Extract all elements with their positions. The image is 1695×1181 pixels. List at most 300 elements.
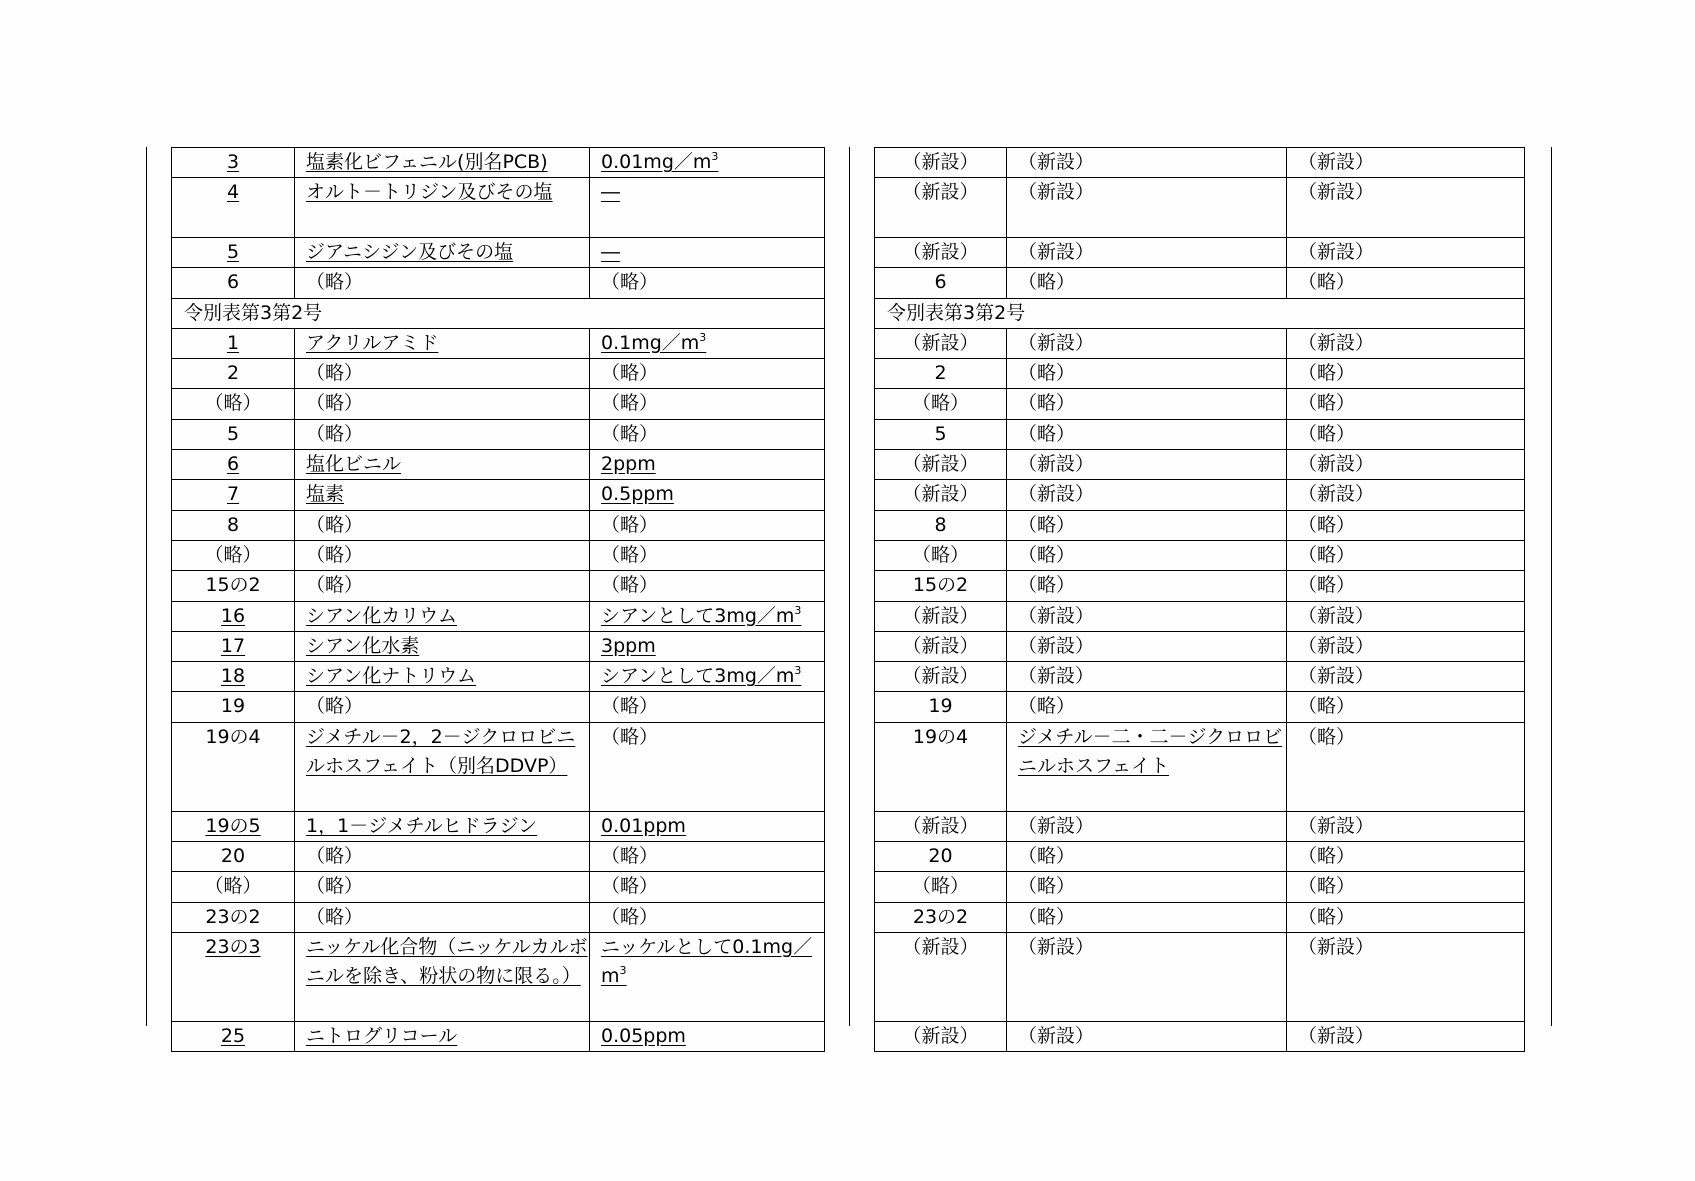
substance-name: ニトログリコール: [306, 1024, 458, 1047]
table-row: [875, 419, 1525, 449]
concentration-value: （新設）: [1298, 665, 1375, 688]
substance-name: シアン化水素: [306, 634, 420, 657]
substance-name: （略）: [1018, 362, 1076, 385]
substance-name-cell: [1007, 842, 1287, 872]
item-number-cell: [875, 811, 1007, 841]
control-concentration: [601, 271, 658, 293]
control-concentration-cell: [1287, 811, 1525, 841]
control-concentration: [1298, 726, 1355, 748]
control-concentration: [1298, 392, 1355, 414]
concentration-value: （新設）: [1298, 240, 1375, 263]
table-row: [172, 510, 825, 540]
item-number-cell: [172, 510, 295, 540]
table-row: [875, 328, 1525, 358]
control-concentration-cell: [1287, 450, 1525, 480]
item-number: 23の2: [205, 905, 261, 928]
item-number-cell: [172, 932, 295, 1021]
control-concentration: [601, 845, 658, 867]
table-row: [875, 1021, 1525, 1051]
control-concentration-cell: [590, 692, 825, 722]
item-number: 15の2: [205, 574, 261, 597]
control-concentration-cell: [1287, 389, 1525, 419]
substance-name: （略）: [1018, 875, 1076, 898]
control-concentration: [1298, 1025, 1374, 1047]
concentration-value: （新設）: [1298, 1024, 1375, 1047]
item-number-cell: [172, 601, 295, 631]
substance-name-cell: [295, 601, 590, 631]
item-number: （新設）: [902, 331, 979, 354]
concentration-value: （略）: [601, 271, 659, 294]
table-row: [172, 631, 825, 661]
table-row: [875, 178, 1525, 238]
substance-name-cell: [1007, 872, 1287, 902]
current-table: [874, 147, 1525, 1052]
table-row: [172, 902, 825, 932]
control-concentration-cell: [1287, 178, 1525, 238]
concentration-value: （新設）: [1298, 935, 1375, 958]
substance-name-cell: [295, 842, 590, 872]
substance-name: 塩素化ビフェニル(別名PCB): [306, 151, 548, 173]
table-row: [172, 722, 825, 811]
concentration-value: （略）: [601, 875, 659, 898]
control-concentration-cell: [590, 268, 825, 298]
table-row: [875, 932, 1525, 1021]
item-number: （新設）: [902, 935, 979, 958]
table-row: [172, 419, 825, 449]
substance-name-cell: [1007, 601, 1287, 631]
table-row: [875, 450, 1525, 480]
table-row: [172, 692, 825, 722]
item-number-cell: [172, 237, 295, 267]
substance-name: （略）: [306, 574, 364, 597]
control-concentration-cell: [590, 148, 825, 178]
concentration-value: （新設）: [1298, 634, 1375, 657]
control-concentration: [1298, 514, 1355, 536]
table-row: [875, 631, 1525, 661]
substance-name: （新設）: [1018, 665, 1095, 688]
control-concentration-cell: [1287, 902, 1525, 932]
item-number: 7: [226, 483, 240, 506]
substance-name: （新設）: [1018, 604, 1095, 627]
concentration-value: （新設）: [1298, 814, 1375, 837]
substance-name: （新設）: [1018, 453, 1095, 476]
control-concentration-cell: [1287, 1021, 1525, 1051]
substance-name-cell: [295, 722, 590, 811]
concentration-value: 0.01ppm: [601, 814, 686, 837]
table-row: [875, 237, 1525, 267]
control-concentration: [1298, 605, 1374, 627]
section-label: 令別表第3第2号: [172, 298, 825, 328]
substance-name: （略）: [306, 422, 364, 445]
control-concentration-cell: [590, 328, 825, 358]
control-concentration: [601, 362, 658, 384]
substance-name-cell: [1007, 148, 1287, 178]
substance-name-cell: [295, 268, 590, 298]
concentration-value: （新設）: [1298, 181, 1375, 204]
control-concentration: [1298, 574, 1355, 596]
unit-superscript: 3: [794, 664, 802, 678]
control-concentration-cell: [590, 1021, 825, 1051]
substance-name: （略）: [1018, 574, 1076, 597]
item-number-cell: [875, 571, 1007, 601]
table-row: [172, 268, 825, 298]
control-concentration: [1298, 181, 1374, 203]
item-number-cell: [875, 450, 1007, 480]
substance-name-cell: [1007, 571, 1287, 601]
control-concentration-cell: [1287, 872, 1525, 902]
item-number: （新設）: [902, 181, 979, 204]
item-number-cell: [172, 359, 295, 389]
substance-name: シアン化カリウム: [306, 604, 458, 627]
substance-name: （略）: [306, 875, 364, 898]
item-number-cell: [875, 510, 1007, 540]
table-row: [875, 268, 1525, 298]
control-concentration-cell: [590, 932, 825, 1021]
table-row: [875, 148, 1525, 178]
substance-name-cell: [295, 631, 590, 661]
item-number: 4: [226, 181, 240, 204]
item-number: 15の2: [912, 574, 969, 597]
concentration-value: 0.01mg／m: [601, 151, 712, 173]
item-number-cell: [172, 178, 295, 238]
item-number: 5: [934, 422, 947, 445]
concentration-value: （略）: [1298, 845, 1356, 868]
control-concentration-cell: [590, 237, 825, 267]
item-number: 19: [220, 695, 246, 718]
item-number-cell: [172, 450, 295, 480]
section-header-row: [172, 298, 825, 328]
item-number-cell: [172, 328, 295, 358]
item-number-cell: [875, 872, 1007, 902]
item-number: 19の5: [205, 814, 261, 837]
concentration-value: （略）: [1298, 905, 1356, 928]
concentration-value: （略）: [601, 543, 659, 566]
item-number: （新設）: [902, 814, 979, 837]
substance-name-cell: [1007, 932, 1287, 1021]
control-concentration: [601, 151, 718, 173]
control-concentration: [601, 392, 658, 414]
control-concentration-cell: [1287, 328, 1525, 358]
substance-name-cell: [295, 662, 590, 692]
control-concentration-cell: [590, 811, 825, 841]
control-concentration-cell: [590, 662, 825, 692]
substance-name-cell: [1007, 1021, 1287, 1051]
concentration-value: （略）: [601, 392, 659, 415]
substance-name: （新設）: [1018, 151, 1095, 173]
control-concentration: [1298, 362, 1355, 384]
control-concentration-cell: [1287, 571, 1525, 601]
item-number-cell: [875, 178, 1007, 238]
control-concentration: [1298, 423, 1355, 445]
substance-name-cell: [1007, 662, 1287, 692]
item-number-cell: [172, 268, 295, 298]
item-number: （新設）: [902, 453, 979, 476]
item-number-cell: [875, 419, 1007, 449]
concentration-value: （新設）: [1298, 331, 1375, 354]
concentration-value: （略）: [1298, 513, 1356, 536]
item-number: 6: [934, 271, 947, 294]
control-concentration-cell: [1287, 510, 1525, 540]
control-concentration: [601, 544, 658, 566]
concentration-value: ニッケルとして0.1mg／m: [601, 935, 813, 988]
item-number: （略）: [911, 392, 969, 415]
table-row: [875, 510, 1525, 540]
concentration-value: （略）: [601, 422, 659, 445]
substance-name-cell: [1007, 268, 1287, 298]
table-row: [875, 480, 1525, 510]
substance-name-cell: [1007, 692, 1287, 722]
item-number-cell: [875, 148, 1007, 178]
concentration-value: （略）: [601, 574, 659, 597]
concentration-value: （略）: [1298, 725, 1356, 748]
control-concentration-cell: [590, 540, 825, 570]
control-concentration-cell: [590, 601, 825, 631]
table-row: [172, 148, 825, 178]
control-concentration-cell: [590, 902, 825, 932]
control-concentration: [601, 695, 658, 717]
table-row: [875, 389, 1525, 419]
control-concentration: [601, 815, 686, 837]
substance-name: （略）: [306, 392, 364, 415]
table-row: [875, 571, 1525, 601]
table-row: [172, 872, 825, 902]
item-number: （新設）: [902, 483, 979, 506]
substance-name: ジメチル－2，2－ジクロロビニルホスフェイト（別名DDVP）: [306, 725, 576, 778]
substance-name-cell: [295, 692, 590, 722]
item-number-cell: [172, 722, 295, 811]
control-concentration: [601, 605, 801, 627]
control-concentration-cell: [1287, 359, 1525, 389]
item-number: 19: [928, 695, 953, 718]
concentration-value: （略）: [1298, 422, 1356, 445]
control-concentration: [601, 936, 812, 987]
section-label: 令別表第3第2号: [875, 298, 1525, 328]
substance-name: （新設）: [1018, 331, 1095, 354]
item-number: （新設）: [902, 634, 979, 657]
table-row: [172, 662, 825, 692]
control-concentration-cell: [590, 722, 825, 811]
item-number-cell: [875, 480, 1007, 510]
control-concentration-cell: [1287, 419, 1525, 449]
substance-name-cell: [295, 237, 590, 267]
concentration-value: 2ppm: [601, 453, 656, 476]
item-number: 2: [934, 362, 947, 385]
substance-name: ジアニシジン及びその塩: [306, 240, 514, 263]
concentration-value: （略）: [1298, 574, 1356, 597]
item-number: （新設）: [902, 240, 979, 263]
control-concentration: [1298, 695, 1355, 717]
control-concentration: [601, 181, 620, 203]
item-number-cell: [875, 237, 1007, 267]
item-number: 17: [220, 634, 246, 657]
control-concentration-cell: [1287, 662, 1525, 692]
substance-name-cell: [1007, 237, 1287, 267]
item-number: （略）: [204, 875, 262, 898]
concentration-value: （略）: [601, 513, 659, 536]
item-number: 23の2: [912, 905, 969, 928]
control-concentration-cell: [1287, 842, 1525, 872]
control-concentration-cell: [590, 631, 825, 661]
substance-name-cell: [295, 902, 590, 932]
substance-name-cell: [295, 1021, 590, 1051]
table-row: [172, 480, 825, 510]
control-concentration-cell: [1287, 480, 1525, 510]
substance-name-cell: [1007, 510, 1287, 540]
table-row: [875, 811, 1525, 841]
concentration-value: （新設）: [1298, 151, 1375, 173]
control-concentration: [1298, 332, 1374, 354]
substance-name: （略）: [1018, 513, 1076, 536]
control-concentration: [601, 241, 620, 263]
item-number: 5: [226, 422, 240, 445]
control-concentration: [601, 1025, 686, 1047]
substance-name: （新設）: [1018, 814, 1095, 837]
substance-name: （略）: [306, 271, 364, 294]
item-number: 20: [220, 845, 246, 868]
control-concentration: [601, 665, 801, 687]
control-concentration: [1298, 241, 1374, 263]
item-number-cell: [875, 932, 1007, 1021]
table-row: [875, 872, 1525, 902]
item-number: 23の3: [205, 935, 261, 958]
concentration-value: （略）: [1298, 362, 1356, 385]
item-number-cell: [172, 811, 295, 841]
section-header-row: [875, 298, 1525, 328]
control-concentration: [1298, 453, 1374, 475]
substance-name: （略）: [306, 513, 364, 536]
control-concentration: [1298, 665, 1374, 687]
table-row: [172, 1021, 825, 1051]
substance-name-cell: [295, 510, 590, 540]
control-concentration: [601, 906, 658, 928]
item-number: 25: [220, 1024, 246, 1047]
item-number: 2: [226, 362, 240, 385]
concentration-value: ―: [601, 240, 620, 263]
unit-superscript: 3: [699, 330, 707, 344]
table-row: [172, 328, 825, 358]
table-row: [172, 237, 825, 267]
control-concentration: [1298, 875, 1355, 897]
substance-name: （新設）: [1018, 181, 1095, 204]
control-concentration: [1298, 815, 1374, 837]
item-number: 18: [220, 665, 246, 688]
substance-name-cell: [295, 389, 590, 419]
table-row: [172, 359, 825, 389]
control-concentration-cell: [1287, 692, 1525, 722]
control-concentration: [601, 453, 656, 475]
control-concentration: [601, 574, 658, 596]
table-row: [875, 842, 1525, 872]
substance-name-cell: [1007, 540, 1287, 570]
substance-name: ニッケル化合物（ニッケルカルボニルを除き、粉状の物に限る。）: [306, 935, 588, 988]
right-margin-line: [1551, 147, 1552, 1026]
control-concentration: [601, 332, 706, 354]
item-number-cell: [172, 1021, 295, 1051]
table-row: [172, 571, 825, 601]
control-concentration: [1298, 845, 1355, 867]
control-concentration: [601, 875, 658, 897]
item-number: 6: [226, 453, 240, 476]
item-number: 16: [220, 604, 246, 627]
item-number-cell: [875, 601, 1007, 631]
concentration-value: シアンとして3mg／m: [601, 665, 795, 688]
item-number: （新設）: [902, 604, 979, 627]
table-row: [875, 902, 1525, 932]
control-concentration: [601, 726, 658, 748]
substance-name: （新設）: [1018, 634, 1095, 657]
concentration-value: （新設）: [1298, 483, 1375, 506]
item-number-cell: [172, 902, 295, 932]
substance-name: （新設）: [1018, 483, 1095, 506]
item-number: 19の4: [912, 725, 969, 748]
substance-name: （新設）: [1018, 240, 1095, 263]
substance-name-cell: [1007, 722, 1287, 811]
table-row: [172, 450, 825, 480]
item-number: 8: [226, 513, 240, 536]
table-row: [172, 842, 825, 872]
concentration-value: （略）: [1298, 543, 1356, 566]
table-row: [875, 359, 1525, 389]
control-concentration: [1298, 635, 1374, 657]
control-concentration-cell: [590, 480, 825, 510]
item-number-cell: [172, 631, 295, 661]
substance-name: （略）: [1018, 271, 1076, 294]
table-row: [875, 692, 1525, 722]
table-row: [172, 540, 825, 570]
control-concentration: [601, 635, 656, 657]
item-number-cell: [172, 872, 295, 902]
item-number-cell: [875, 359, 1007, 389]
item-number: 6: [226, 271, 240, 294]
item-number: 19の4: [205, 725, 261, 748]
item-number-cell: [875, 722, 1007, 811]
substance-name: （略）: [306, 905, 364, 928]
unit-superscript: 3: [794, 603, 802, 617]
substance-name-cell: [1007, 480, 1287, 510]
control-concentration-cell: [1287, 631, 1525, 661]
substance-name: シアン化ナトリウム: [306, 665, 477, 688]
substance-name: （新設）: [1018, 1024, 1095, 1047]
substance-name-cell: [295, 872, 590, 902]
control-concentration-cell: [1287, 268, 1525, 298]
control-concentration-cell: [1287, 540, 1525, 570]
control-concentration-cell: [590, 510, 825, 540]
control-concentration: [1298, 151, 1374, 173]
item-number: （新設）: [902, 151, 979, 173]
concentration-value: 3ppm: [601, 634, 656, 657]
substance-name-cell: [295, 419, 590, 449]
amended-table: [171, 147, 825, 1052]
substance-name-cell: [295, 540, 590, 570]
control-concentration: [1298, 544, 1355, 566]
item-number: 20: [928, 845, 953, 868]
substance-name: （略）: [1018, 422, 1076, 445]
substance-name: （新設）: [1018, 935, 1095, 958]
concentration-value: （略）: [1298, 875, 1356, 898]
control-concentration-cell: [590, 419, 825, 449]
item-number-cell: [172, 692, 295, 722]
item-number: （略）: [204, 543, 262, 566]
item-number-cell: [875, 842, 1007, 872]
substance-name-cell: [1007, 359, 1287, 389]
table-row: [172, 932, 825, 1021]
item-number-cell: [875, 540, 1007, 570]
substance-name-cell: [295, 148, 590, 178]
table-row: [875, 722, 1525, 811]
table-row: [172, 601, 825, 631]
substance-name: オルト－トリジン及びその塩: [306, 181, 553, 204]
table-row: [172, 811, 825, 841]
